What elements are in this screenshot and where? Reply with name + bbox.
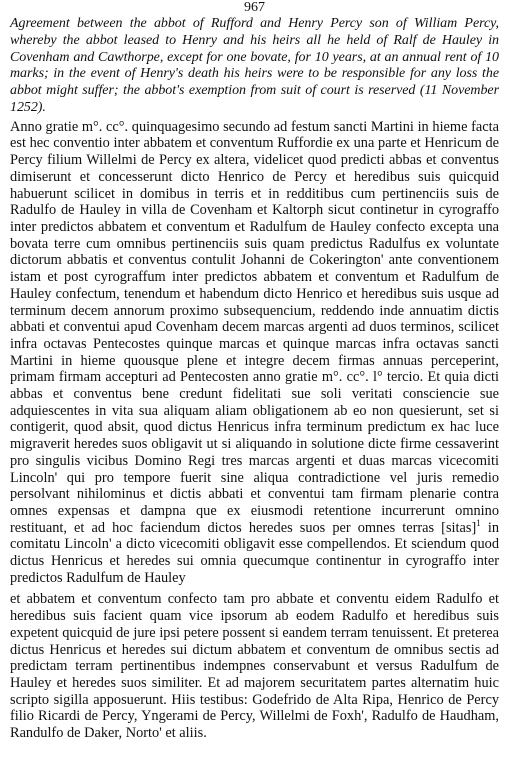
charter-text-part1 xyxy=(10,119,499,587)
charter-text-segment-1: Anno gratie m°. cc°. quinquagesimo secundo ad festum sancti Martini in hieme facta est hec conventio inter abbatem et conventum Ruffordie ex una parte et Henricum de Percy filium Willelmi de Percy ex altera, videlicet quod predicti abbas et conventus dimiserunt et concesserunt dicto Henrico de Percy et heredibus suis quicquid habuerunt scilicet in domibus in terris et in redditibus cum pertinenciis suis de Radulfo de Hauley in villa de Covenham et Kaltorph sicut continetur in cyrograffo inter predictos abbatem et conventum et Radulfum de Hauley confecto excepta una bovata terre cum omnibus pertinenciis suis quam predictus Radulfus ex voluntate dictorum abbatis et conventus contulit Johanni de Cokerington' ante conventionem istam et post cyrograffum inter predictos abbatem et conventum et Radulfum de Hauley confectum, tenendum et habendum dicto Henrico et heredibus suis usque ad terminum decem annorum proximo subsequencium, reddendo inde annuatim dictis abbati et conventui apud Covenham decem marcas argenti ad duos terminos, scilicet infra octavas Pentecostes quinque marcas et quinque marcas infra octavas sancti Martini in hieme quousque plene et integre decem firmas annuas perceperint, primam firmam accepturi ad Pentecosten anno gratie m°. cc°. l° tercio. Et quia dicti abbas et conventus bene credunt fidelitati sue soli veritati consciencie sue adquiescentes in vita sua aliquam aliam obligationem ab eo non quesierunt, set si contigerit, quod absit, quod dictus Henricus infra terminum predictum ex hac luce migraverit heredes suos obligavit ut si aliquando in solutione dicte firme cessaverint pro singulis vicibus Domino Regi tres marcas argenti et duas marcas vicecomiti Lincoln' qui pro tempore fuerit sine aliqua contradictione vel juris remedio persolvant nihilominus et dictis abbati et conventui tam firmam plenarie contra omnes expensas et dampna que ex eiusmodi retentione incurrerunt omnino restituant, et ad hoc faciendum dictos heredes suos per omnes terras [sitas] xyxy=(10,118,499,536)
page-number: 967 xyxy=(244,0,265,15)
charter-text-segment-2: in comitatu Lincoln' a dicto vicecomiti obligavit esse compellendos. Et sciendum quod dictus Henricus et heredes sui omnia quecumque continentur in cyrograffo inter predictos Radulfum de Hauley xyxy=(10,519,499,586)
charter-text-part2: et abbatem et conventum confecto tam pro abbate et conventu eidem Radulfo et heredibus suis facient quam vice ipsorum ab eodem Radulfo et heredibus suis expetent quicquid de jure ipsi petere possent si eandem terram tenuissent. Et preterea dictus Henricus et heredes sui dictum abbatem et conventum de omnibus sectis ad predictam terram pertinentibus indempnes conservabunt et versus Radulfum de Hauley et heredes suos similiter. Et ad majorem securitatem partes alternatim huic scripto sigilla apposuerunt. Hiis testibus: Godefrido de Alta Ripa, Henrico de Percy filio Ricardi de Percy, Yngerami de Percy, Willelmi de Foxh', Radulfo de Haudham, Randulfo de Daker, Norto' et aliis. xyxy=(10,591,499,742)
footnote-reference: 1 xyxy=(476,517,481,528)
charter-summary: Agreement between the abbot of Rufford and Henry Percy son of William Percy, whereby the abbot leased to Henry and his heirs all he held of Ralf de Hauley in Covenham and Cawthorpe, except for one bovate, for 10 years, at an annual rent of 10 marks; in the event of Henry's death his heirs were to be responsible for any loss the abbot might suffer; the abbot's exemption from suit of court is reserved (11 November 1252). xyxy=(10,16,499,115)
